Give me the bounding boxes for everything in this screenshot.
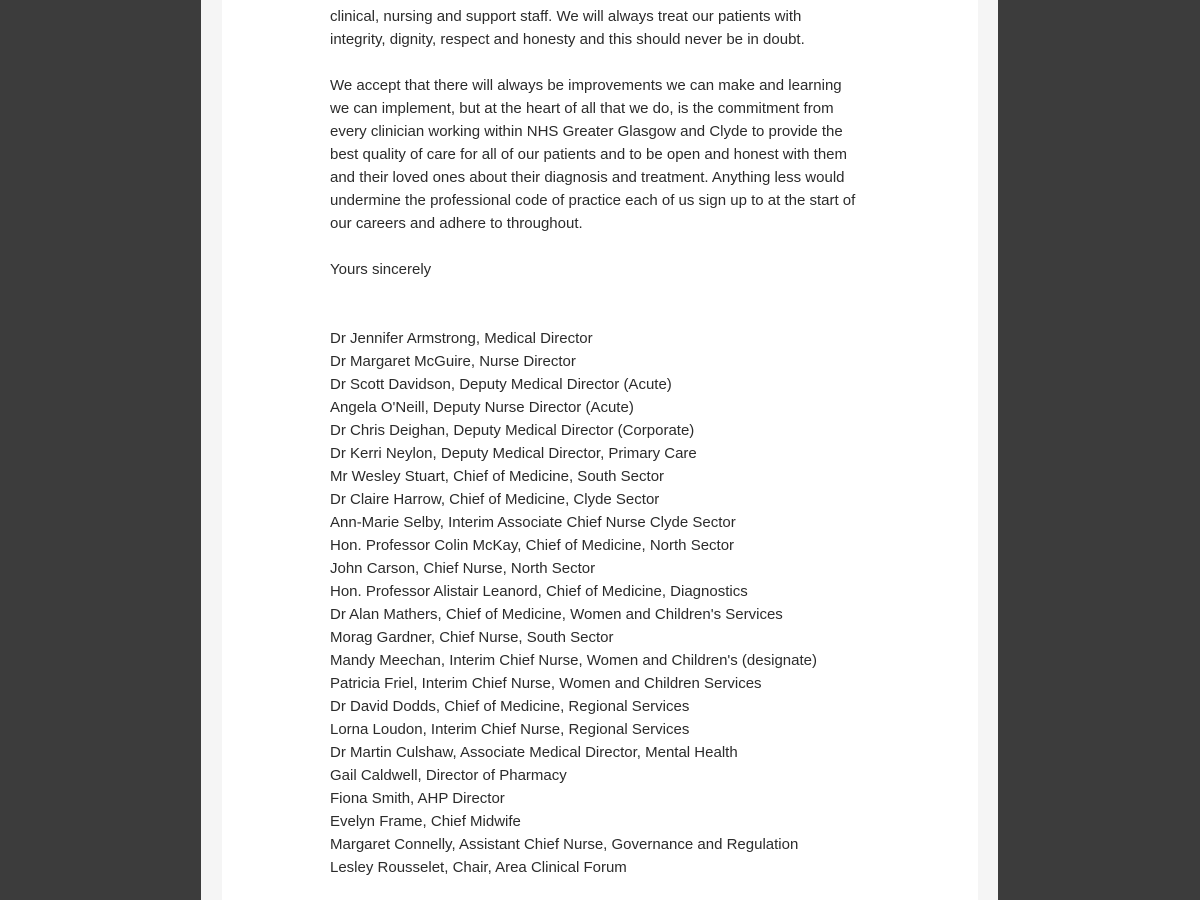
letter-body [330, 5, 890, 879]
signatory: Mr Wesley Stuart, Chief of Medicine, South Sector [330, 468, 665, 485]
signatory: Dr Alan Mathers, Chief of Medicine, Women and Children's Services [330, 606, 783, 623]
signatory: Ann-Marie Selby, Interim Associate Chief Nurse Clyde Sector [330, 514, 736, 531]
signatory: Morag Gardner, Chief Nurse, South Sector [330, 629, 614, 646]
text-line: and their loved ones about their diagnosis and treatment. Anything less would [330, 169, 845, 186]
signatory: Fiona Smith, AHP Director [330, 790, 505, 807]
closing-salutation: Yours sincerely [330, 261, 432, 278]
text-line: integrity, dignity, respect and honesty and this should never be in doubt. [330, 31, 805, 48]
signatory: Lesley Rousselet, Chair, Area Clinical Forum [330, 859, 627, 876]
text-line: clinical, nursing and support staff. We will always treat our patients with [330, 8, 802, 25]
text-line: We accept that there will always be improvements we can make and learning [330, 77, 842, 94]
text-line: we can implement, but at the heart of all that we do, is the commitment from [330, 100, 834, 117]
text-line: every clinician working within NHS Greater Glasgow and Clyde to provide the [330, 123, 843, 140]
signatory: Evelyn Frame, Chief Midwife [330, 813, 521, 830]
signatory: Mandy Meechan, Interim Chief Nurse, Women and Children's (designate) [330, 652, 817, 669]
signatory: Dr Margaret McGuire, Nurse Director [330, 353, 576, 370]
text-line: our careers and adhere to throughout. [330, 215, 583, 232]
signatory: Dr Martin Culshaw, Associate Medical Director, Mental Health [330, 744, 738, 761]
signatory: Margaret Connelly, Assistant Chief Nurse, Governance and Regulation [330, 836, 799, 853]
paragraph-improvements [330, 74, 890, 235]
text-line: best quality of care for all of our patients and to be open and honest with them [330, 146, 847, 163]
signatory: Dr Jennifer Armstrong, Medical Director [330, 330, 593, 347]
signatory: John Carson, Chief Nurse, North Sector [330, 560, 596, 577]
signatory: Gail Caldwell, Director of Pharmacy [330, 767, 567, 784]
signatory: Angela O'Neill, Deputy Nurse Director (Acute) [330, 399, 634, 416]
signatory: Hon. Professor Alistair Leanord, Chief of Medicine, Diagnostics [330, 583, 748, 600]
document-page-frame [201, 0, 998, 900]
signatory: Dr Chris Deighan, Deputy Medical Director (Corporate) [330, 422, 695, 439]
signatory: Patricia Friel, Interim Chief Nurse, Women and Children Services [330, 675, 762, 692]
signatory: Lorna Loudon, Interim Chief Nurse, Regional Services [330, 721, 690, 738]
signatory: Hon. Professor Colin McKay, Chief of Medicine, North Sector [330, 537, 735, 554]
signatory: Dr Claire Harrow, Chief of Medicine, Clyde Sector [330, 491, 660, 508]
text-line: undermine the professional code of practice each of us sign up to at the start of [330, 192, 856, 209]
signatory-list [330, 327, 890, 879]
paragraph-staff-commitment [330, 5, 890, 51]
signatory: Dr Scott Davidson, Deputy Medical Director (Acute) [330, 376, 672, 393]
signatory: Dr David Dodds, Chief of Medicine, Regional Services [330, 698, 690, 715]
letter-page [222, 0, 978, 900]
signatory: Dr Kerri Neylon, Deputy Medical Director, Primary Care [330, 445, 697, 462]
